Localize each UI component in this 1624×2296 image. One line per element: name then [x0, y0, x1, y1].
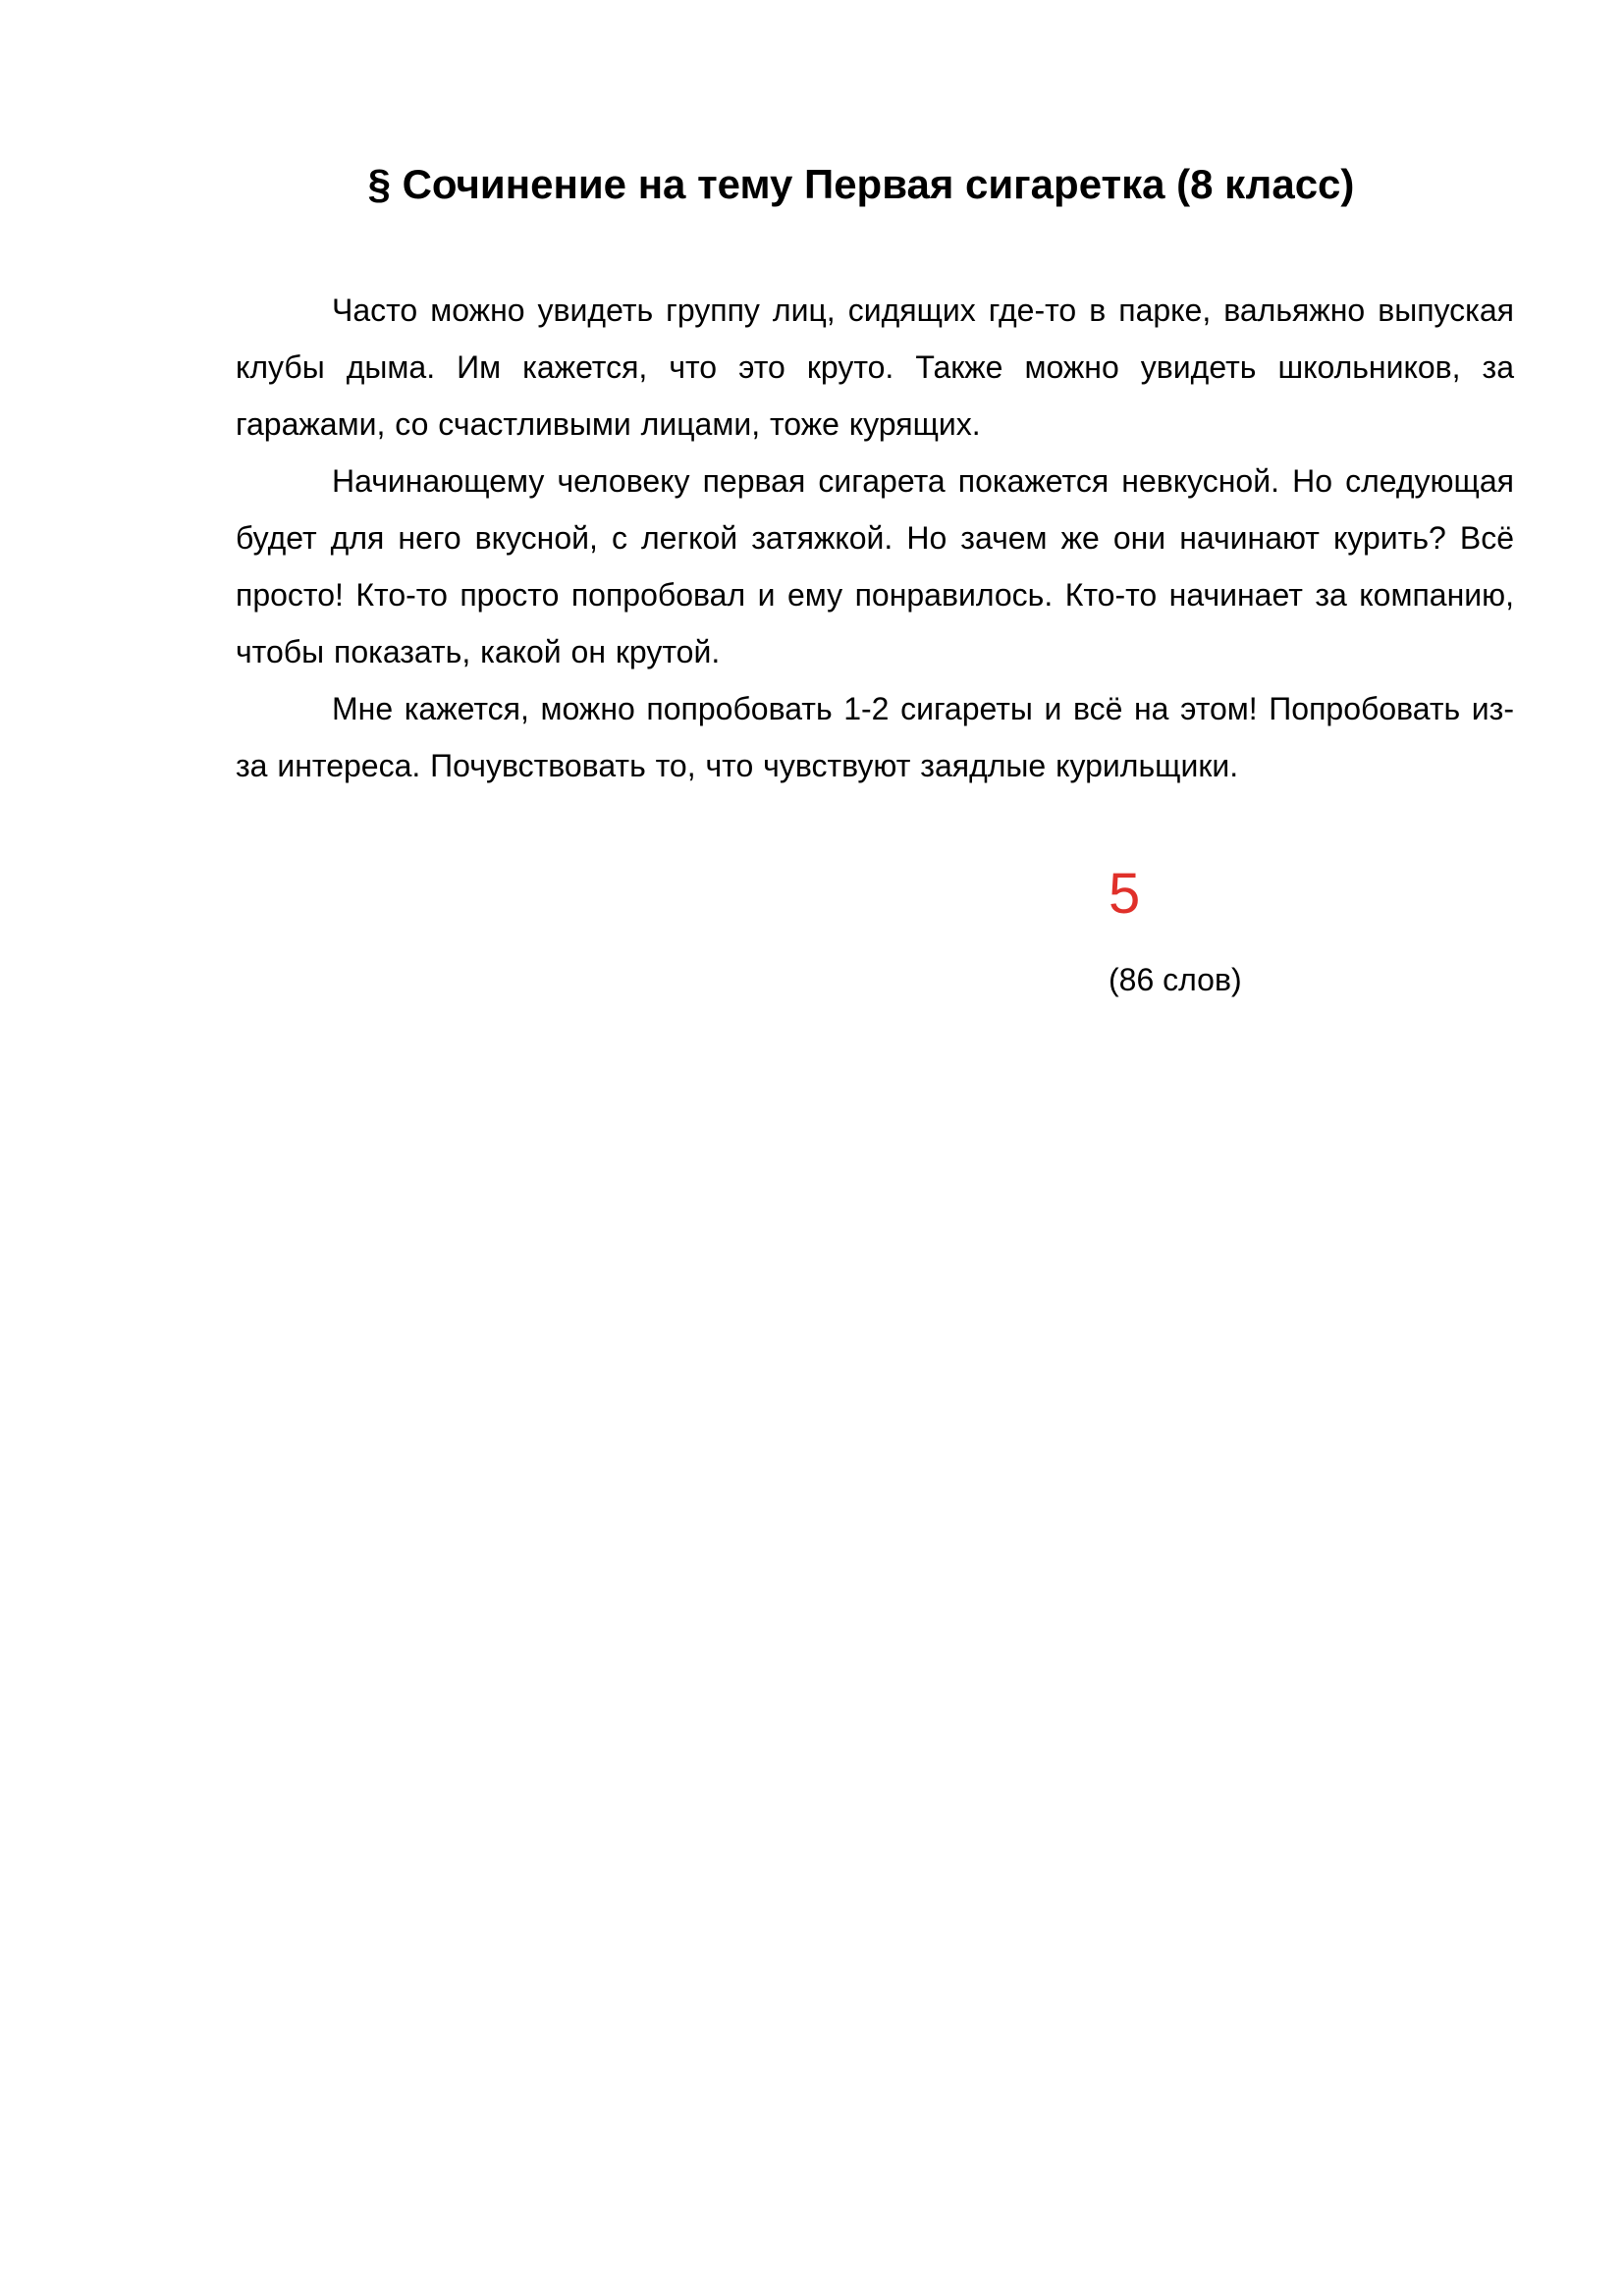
- essay-body: [236, 282, 1514, 794]
- word-count: (86 слов): [1109, 962, 1242, 997]
- essay-paragraph-3: Мне кажется, можно попробовать 1-2 сигареты и всё на этом! Попробовать из-за интереса. Почувствовать то, что чувствуют заядлые курильщики.: [236, 691, 1514, 783]
- essay-paragraph-2: Начинающему человеку первая сигарета покажется невкусной. Но следующая будет для него вкусной, с легкой затяжкой. Но зачем же они начинают курить? Всё просто! Кто-то просто попробовал и ему понравилось. Кто-то начинает за компанию, чтобы показать, какой он крутой.: [236, 463, 1514, 669]
- essay-paragraph-1: Часто можно увидеть группу лиц, сидящих где-то в парке, вальяжно выпуская клубы дыма. Им кажется, что это круто. Также можно увидеть школьников, за гаражами, со счастливыми лицами, тоже курящих.: [236, 293, 1514, 442]
- document-title: § Сочинение на тему Первая сигаретка (8 класс): [367, 161, 1355, 207]
- grade-mark: 5: [1109, 862, 1141, 926]
